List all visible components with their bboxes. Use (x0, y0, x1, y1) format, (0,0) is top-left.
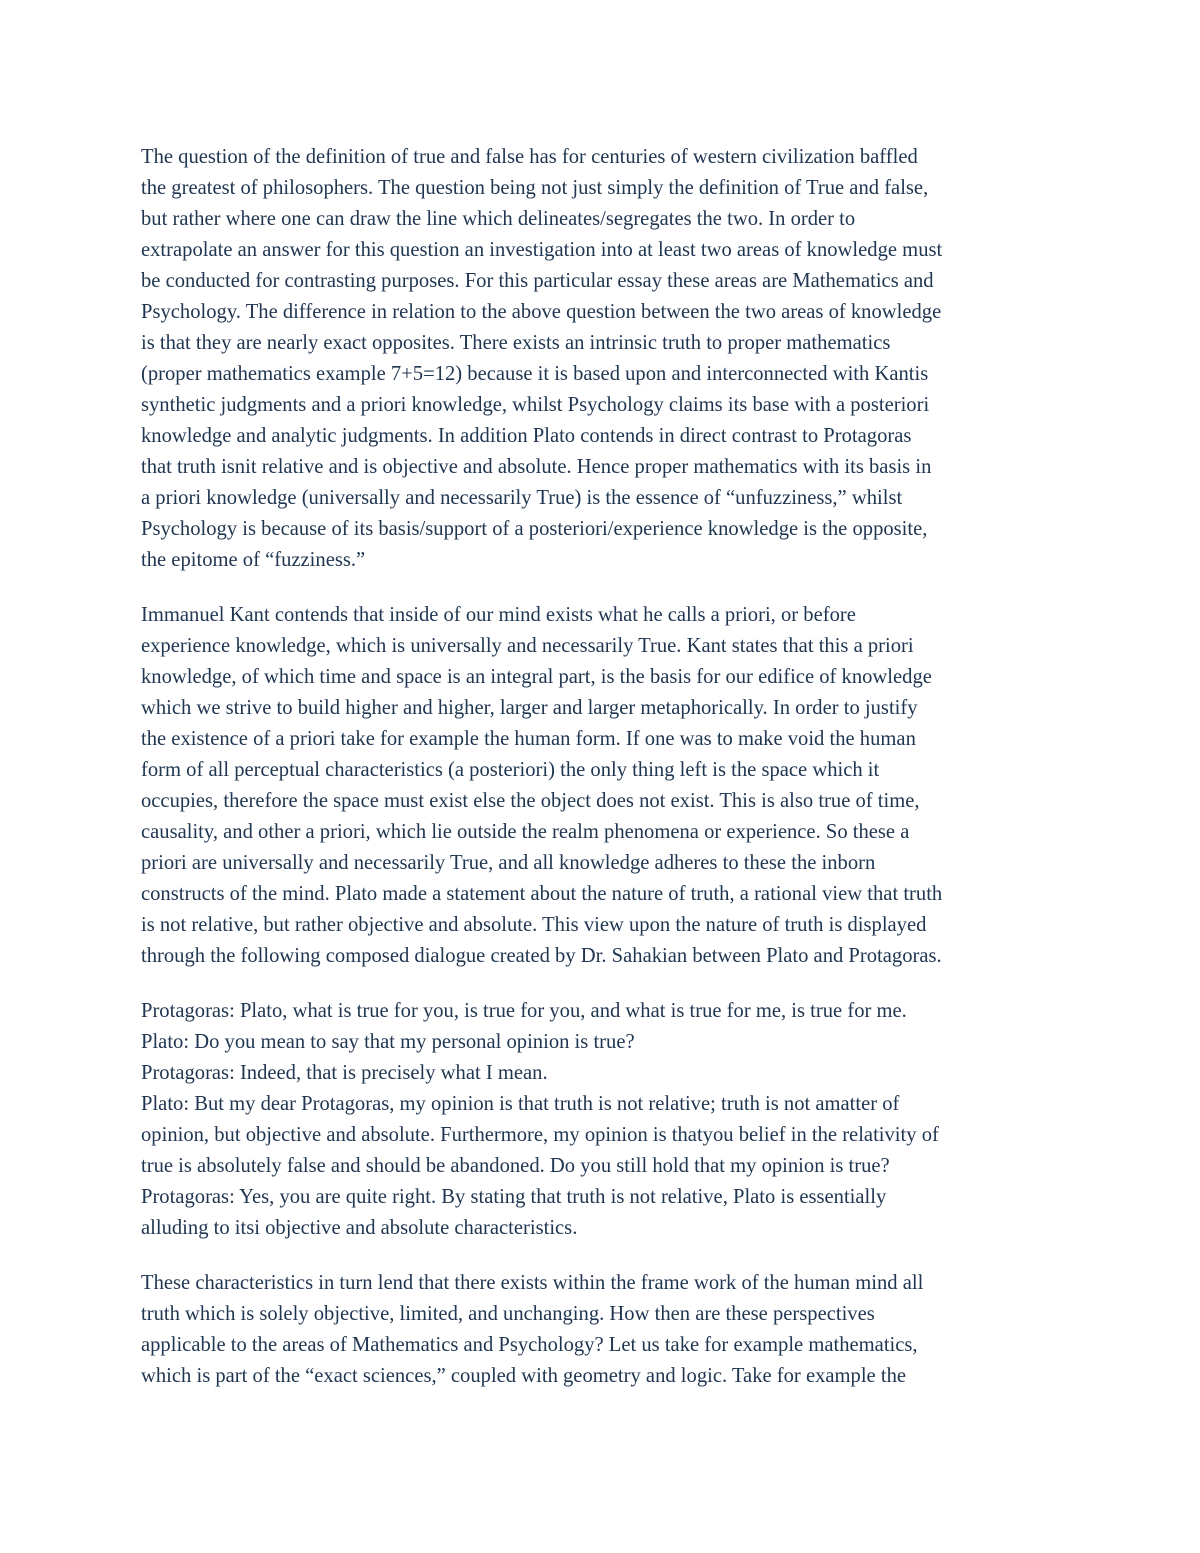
text-line: (proper mathematics example 7+5=12) because it is based upon and interconnected with Kantis (141, 363, 929, 385)
text-line: causality, and other a priori, which lie outside the realm phenomena or experience. So these a (141, 821, 910, 843)
text-line: Plato: Do you mean to say that my personal opinion is true? (141, 1031, 635, 1053)
text-line: be conducted for contrasting purposes. For this particular essay these areas are Mathematics and (141, 270, 934, 292)
document-body (141, 142, 1071, 1416)
text-line: alluding to itsi objective and absolute characteristics. (141, 1217, 578, 1239)
text-line: Psychology is because of its basis/support of a posteriori/experience knowledge is the opposite, (141, 518, 928, 540)
text-line: Protagoras: Indeed, that is precisely what I mean. (141, 1062, 548, 1084)
text-line: priori are universally and necessarily True, and all knowledge adheres to these the inborn (141, 852, 876, 874)
text-line: The question of the definition of true and false has for centuries of western civilization baffled (141, 146, 918, 168)
text-line: is not relative, but rather objective and absolute. This view upon the nature of truth is displayed (141, 914, 927, 936)
text-line: synthetic judgments and a priori knowledge, whilst Psychology claims its base with a posteriori (141, 394, 930, 416)
text-line: truth which is solely objective, limited, and unchanging. How then are these perspectives (141, 1303, 875, 1325)
text-line: that truth isnit relative and is objective and absolute. Hence proper mathematics with its basis in (141, 456, 932, 478)
text-line: Protagoras: Plato, what is true for you, is true for you, and what is true for me, is true for me. (141, 1000, 907, 1022)
text-line: applicable to the areas of Mathematics and Psychology? Let us take for example mathematics, (141, 1334, 918, 1356)
text-line: a priori knowledge (universally and necessarily True) is the essence of “unfuzziness,” whilst (141, 487, 903, 509)
text-line: the epitome of “fuzziness.” (141, 549, 366, 571)
text-line: Plato: But my dear Protagoras, my opinion is that truth is not relative; truth is not amatter of (141, 1093, 900, 1115)
text-line: but rather where one can draw the line which delineates/segregates the two. In order to (141, 208, 856, 230)
text-line: These characteristics in turn lend that there exists within the frame work of the human mind all (141, 1272, 924, 1294)
text-line: form of all perceptual characteristics (a posteriori) the only thing left is the space which it (141, 759, 880, 781)
paragraph (141, 600, 1071, 972)
text-line: the greatest of philosophers. The question being not just simply the definition of True and false, (141, 177, 929, 199)
text-line: knowledge and analytic judgments. In addition Plato contends in direct contrast to Protagoras (141, 425, 912, 447)
text-line: true is absolutely false and should be abandoned. Do you still hold that my opinion is true? (141, 1155, 890, 1177)
text-line: Psychology. The difference in relation to the above question between the two areas of knowledge (141, 301, 942, 323)
text-line: through the following composed dialogue created by Dr. Sahakian between Plato and Protagoras. (141, 945, 942, 967)
text-line: is that they are nearly exact opposites. There exists an intrinsic truth to proper mathematics (141, 332, 891, 354)
text-line: Immanuel Kant contends that inside of our mind exists what he calls a priori, or before (141, 604, 856, 626)
text-line: occupies, therefore the space must exist else the object does not exist. This is also true of time, (141, 790, 920, 812)
text-line: which is part of the “exact sciences,” coupled with geometry and logic. Take for example the (141, 1365, 907, 1387)
paragraph (141, 142, 1071, 576)
text-line: which we strive to build higher and higher, larger and larger metaphorically. In order to justify (141, 697, 918, 719)
paragraph (141, 1268, 1071, 1392)
text-line: extrapolate an answer for this question an investigation into at least two areas of knowledge must (141, 239, 943, 261)
text-line: the existence of a priori take for example the human form. If one was to make void the human (141, 728, 916, 750)
text-line: Protagoras: Yes, you are quite right. By stating that truth is not relative, Plato is essentially (141, 1186, 887, 1208)
text-line: knowledge, of which time and space is an integral part, is the basis for our edifice of knowledge (141, 666, 932, 688)
text-line: experience knowledge, which is universally and necessarily True. Kant states that this a priori (141, 635, 914, 657)
paragraph (141, 996, 1071, 1244)
text-line: constructs of the mind. Plato made a statement about the nature of truth, a rational view that truth (141, 883, 943, 905)
text-line: opinion, but objective and absolute. Furthermore, my opinion is thatyou belief in the relativity of (141, 1124, 939, 1146)
